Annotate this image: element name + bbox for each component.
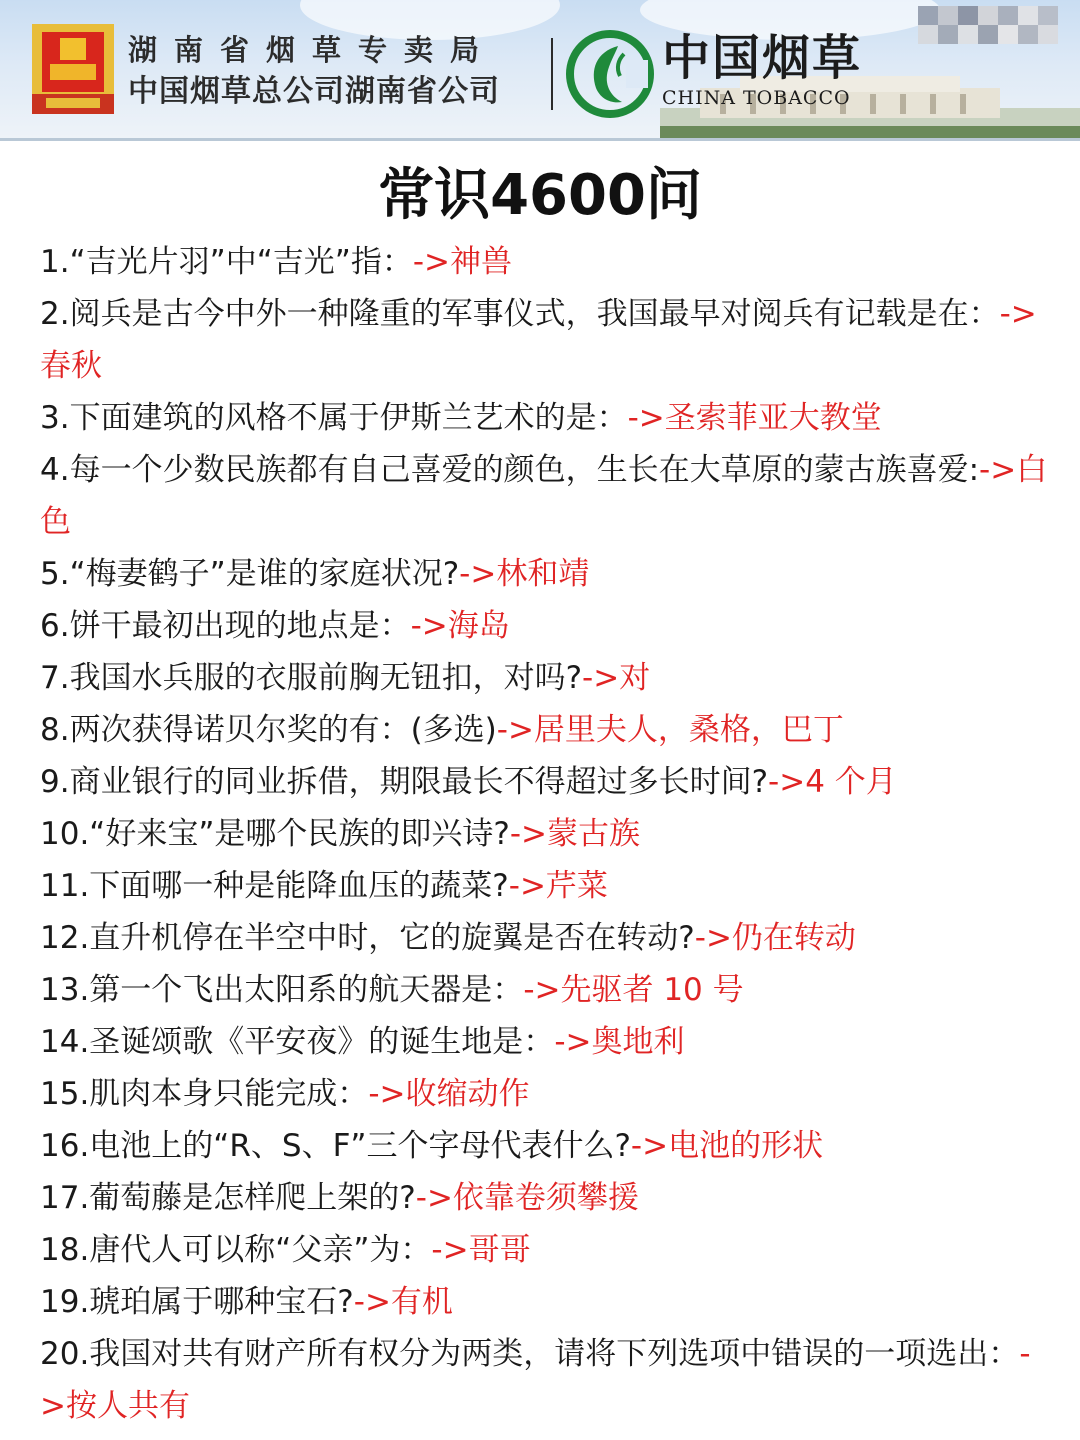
- question-text: 2.阅兵是古今中外一种隆重的军事仪式，我国最早对阅兵有记载是在：: [40, 296, 1000, 332]
- agency-name: [128, 30, 500, 114]
- brand-name-en: CHINA TOBACCO: [662, 87, 851, 109]
- qa-item: [40, 1276, 1050, 1328]
- qa-item: [40, 652, 1050, 704]
- answer-text: ->白色: [40, 452, 1048, 540]
- qa-item: [40, 1328, 1050, 1432]
- qa-item: [40, 912, 1050, 964]
- qa-item: [40, 1120, 1050, 1172]
- answer-text: ->先驱者 10 号: [523, 972, 744, 1008]
- qa-item: [40, 860, 1050, 912]
- qa-list: [40, 236, 1050, 1432]
- answer-text: ->海岛: [410, 608, 510, 644]
- national-emblem-icon: [32, 24, 114, 114]
- question-text: 16.电池上的“R、S、F”三个字母代表什么?: [40, 1128, 631, 1164]
- question-text: 3.下面建筑的风格不属于伊斯兰艺术的是：: [40, 400, 628, 436]
- answer-text: ->蒙古族: [509, 816, 641, 852]
- agency-line-2: 中国烟草总公司湖南省公司: [128, 74, 500, 109]
- qa-item: [40, 1068, 1050, 1120]
- answer-text: ->神兽: [412, 244, 512, 280]
- pixelated-image: [918, 6, 1058, 44]
- answer-text: ->仍在转动: [694, 920, 856, 956]
- question-text: 6.饼干最初出现的地点是：: [40, 608, 411, 644]
- question-text: 20.我国对共有财产所有权分为两类，请将下列选项中错误的一项选出：: [40, 1336, 1020, 1372]
- page-title: 常识4600问: [378, 163, 702, 228]
- question-text: 18.唐代人可以称“父亲”为：: [40, 1232, 432, 1268]
- qa-item: [40, 756, 1050, 808]
- answer-text: ->圣索菲亚大教堂: [627, 400, 882, 436]
- question-text: 19.琥珀属于哪种宝石?: [40, 1284, 354, 1320]
- header-divider: [551, 38, 553, 110]
- question-text: 11.下面哪一种是能降血压的蔬菜?: [40, 868, 509, 904]
- question-text: 13.第一个飞出太阳系的航天器是：: [40, 972, 524, 1008]
- answer-text: ->奥地利: [554, 1024, 685, 1060]
- brand-block: [662, 30, 862, 110]
- header-banner: [0, 0, 1080, 141]
- answer-text: ->收缩动作: [368, 1076, 530, 1112]
- question-text: 15.肌肉本身只能完成：: [40, 1076, 369, 1112]
- answer-text: ->有机: [353, 1284, 453, 1320]
- answer-text: ->芹菜: [508, 868, 608, 904]
- qa-item: [40, 1172, 1050, 1224]
- answer-text: ->居里夫人，桑格，巴丁: [496, 712, 844, 748]
- answer-text: ->春秋: [40, 296, 1037, 384]
- china-tobacco-logo-icon: [566, 30, 654, 118]
- question-text: 7.我国水兵服的衣服前胸无钮扣，对吗?: [40, 660, 583, 696]
- answer-text: ->林和靖: [459, 556, 590, 592]
- answer-text: ->依靠卷须攀援: [415, 1180, 639, 1216]
- question-text: 9.商业银行的同业拆借，期限最长不得超过多长时间?: [40, 764, 769, 800]
- qa-item: [40, 808, 1050, 860]
- brand-name-cn: 中国烟草: [662, 30, 863, 86]
- qa-item: [40, 1016, 1050, 1068]
- question-text: 5.“梅妻鹤子”是谁的家庭状况?: [40, 556, 460, 592]
- qa-item: [40, 548, 1050, 600]
- answer-text: ->对: [582, 660, 651, 696]
- question-text: 1.“吉光片羽”中“吉光”指：: [40, 244, 413, 280]
- qa-item: [40, 288, 1050, 392]
- question-text: 4.每一个少数民族都有自己喜爱的颜色，生长在大草原的蒙古族喜爱:: [40, 452, 980, 488]
- answer-text: ->按人共有: [40, 1336, 1031, 1424]
- question-text: 10.“好来宝”是哪个民族的即兴诗?: [40, 816, 510, 852]
- answer-text: ->4 个月: [768, 764, 897, 800]
- agency-line-1: 湖南省烟草专卖局: [128, 33, 497, 67]
- question-text: 17.葡萄藤是怎样爬上架的?: [40, 1180, 416, 1216]
- question-text: 14.圣诞颂歌《平安夜》的诞生地是：: [40, 1024, 555, 1060]
- qa-item: [40, 964, 1050, 1016]
- qa-item: [40, 392, 1050, 444]
- qa-item: [40, 600, 1050, 652]
- qa-item: [40, 1224, 1050, 1276]
- qa-item: [40, 704, 1050, 756]
- question-text: 12.直升机停在半空中时，它的旋翼是否在转动?: [40, 920, 695, 956]
- question-text: 8.两次获得诺贝尔奖的有：(多选): [40, 712, 497, 748]
- answer-text: ->哥哥: [431, 1232, 531, 1268]
- qa-item: [40, 236, 1050, 288]
- qa-item: [40, 444, 1050, 548]
- answer-text: ->电池的形状: [630, 1128, 824, 1164]
